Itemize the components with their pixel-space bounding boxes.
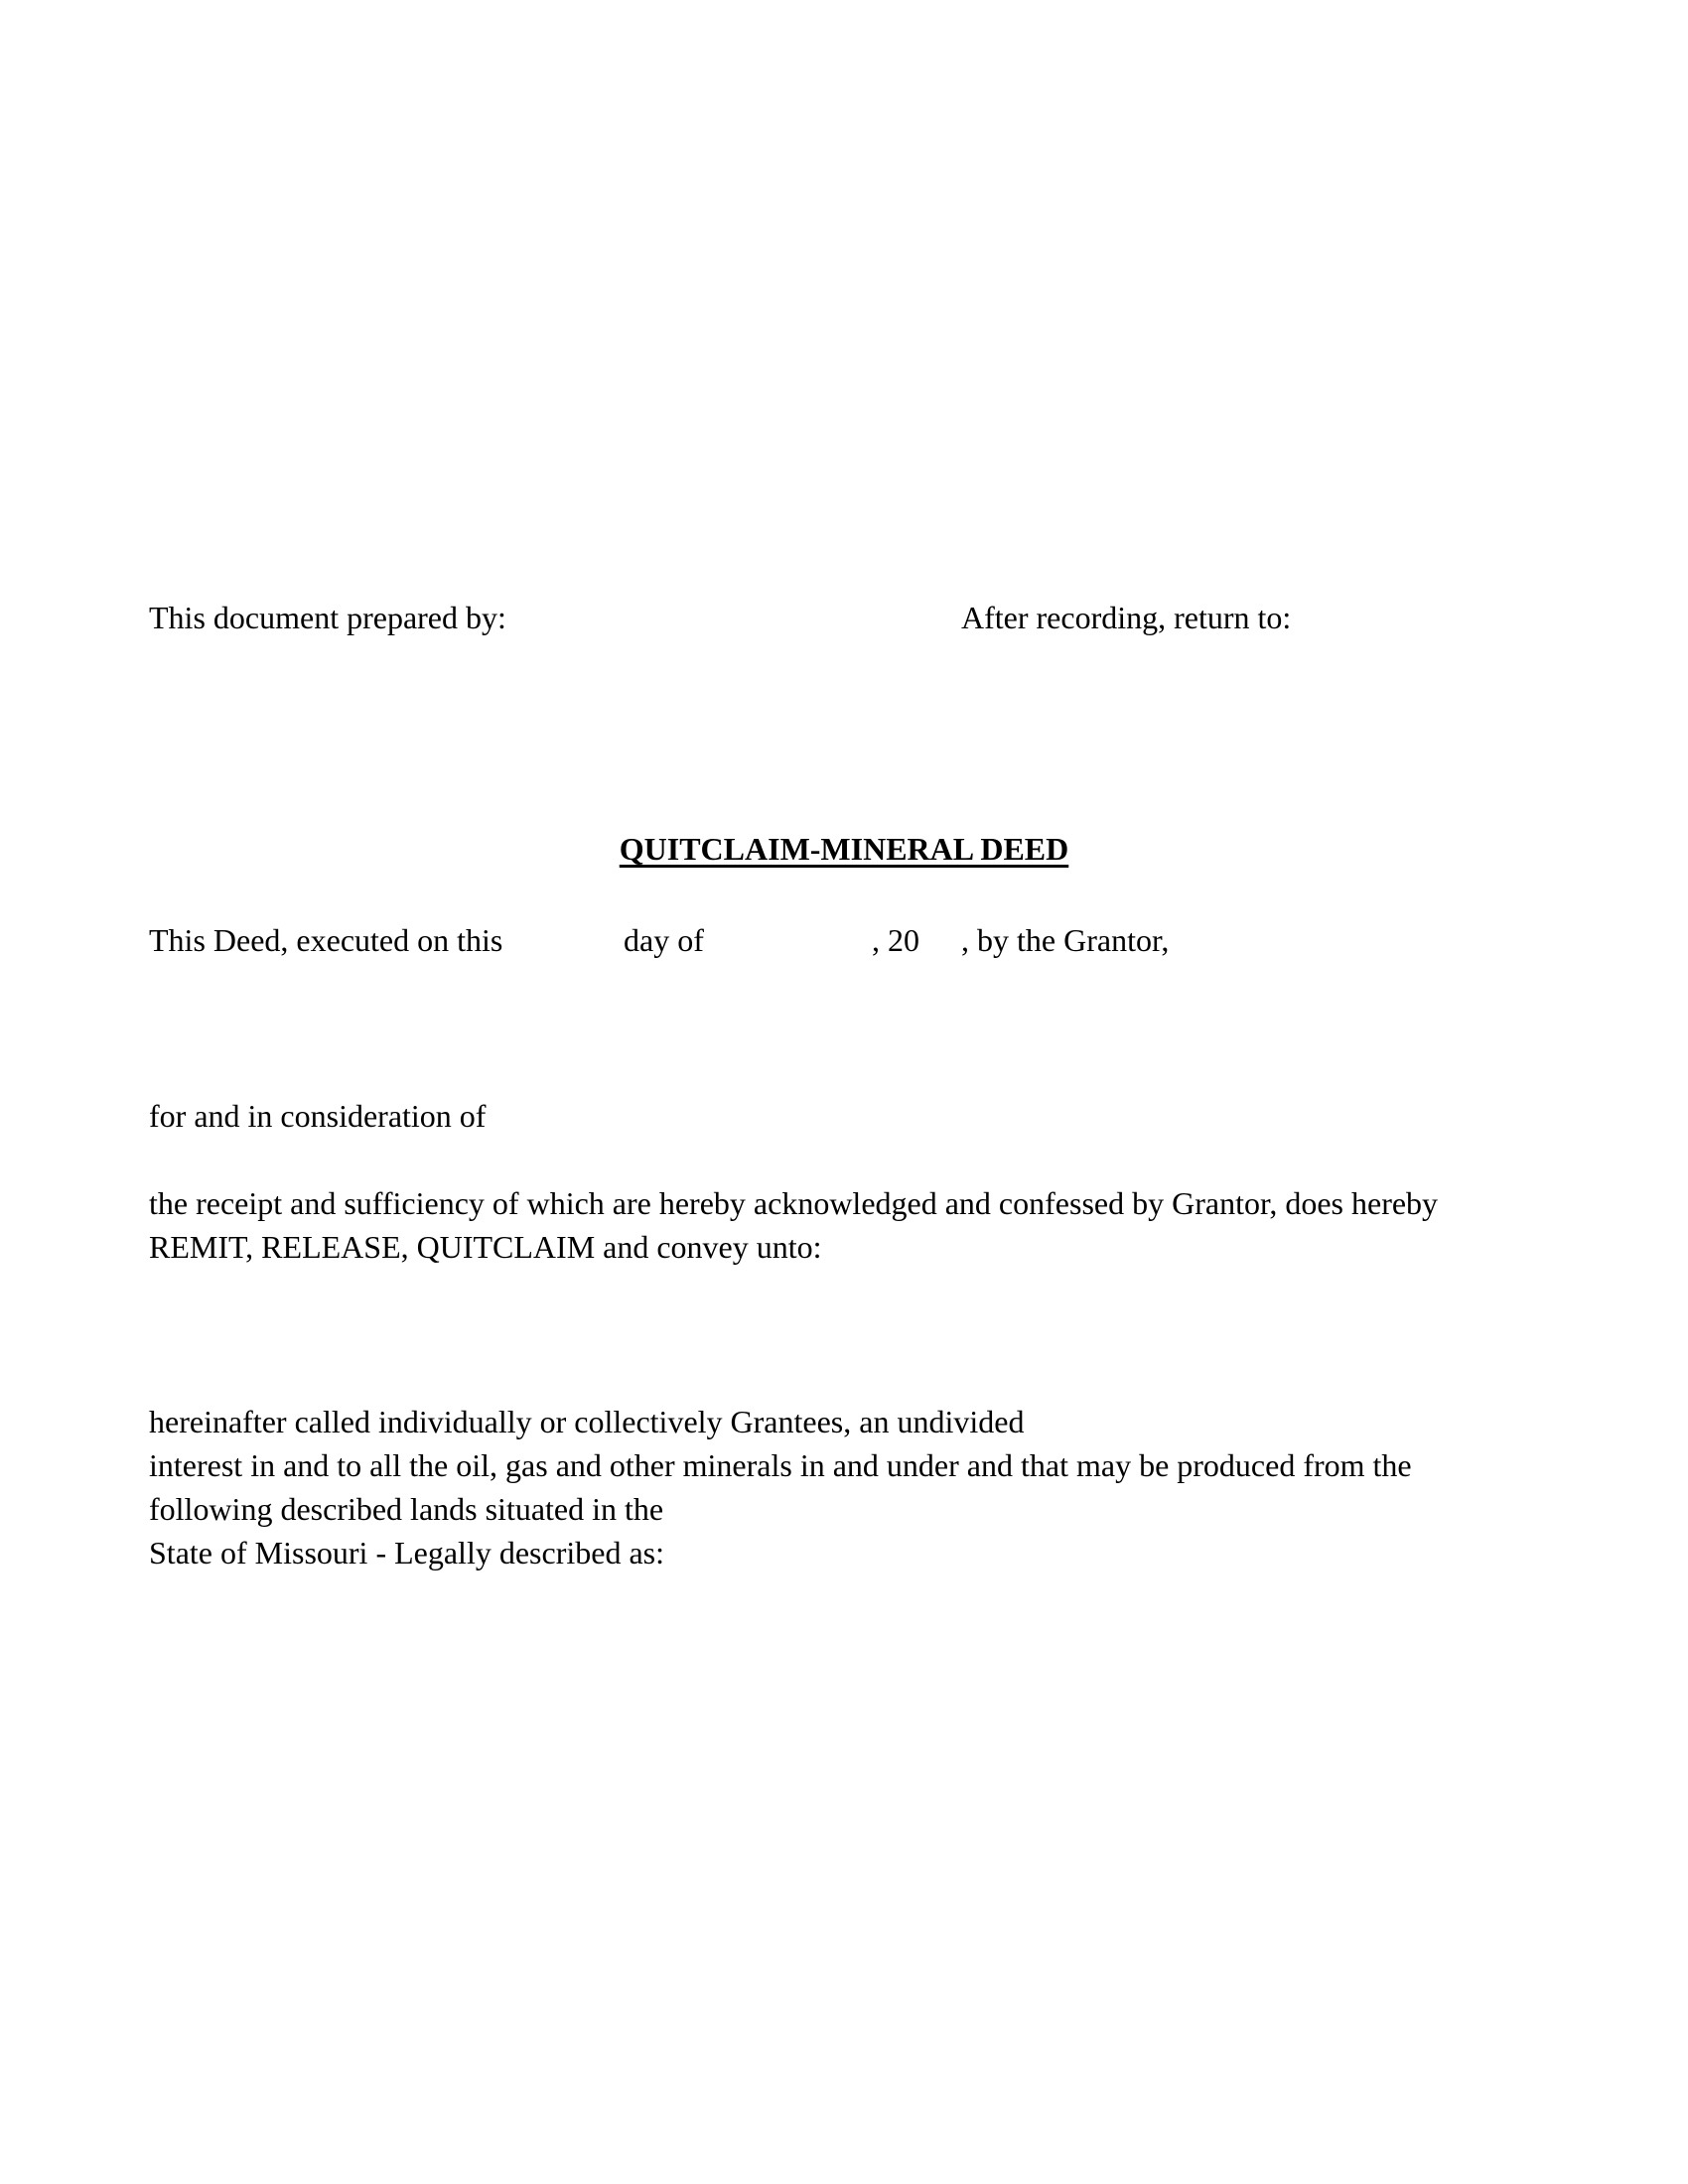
document-title: QUITCLAIM-MINERAL DEED: [619, 831, 1069, 867]
receipt-line-2: REMIT, RELEASE, QUITCLAIM and convey unto:: [149, 1229, 822, 1265]
execution-intro: This Deed, executed on this: [149, 922, 503, 958]
grantees-line-1: hereinafter called individually or collectively Grantees, an undivided: [149, 1404, 1025, 1439]
grantees-line-4: State of Missouri - Legally described as:: [149, 1535, 664, 1570]
receipt-line-1: the receipt and sufficiency of which are hereby acknowledged and confessed by Grantor, does hereby: [149, 1185, 1439, 1221]
execution-day-of: day of: [624, 922, 704, 958]
grantees-line-3: following described lands situated in the: [149, 1491, 664, 1527]
grantees-line-2: interest in and to all the oil, gas and other minerals in and under and that may be produced from the: [149, 1447, 1412, 1483]
return-to-label: After recording, return to:: [961, 600, 1292, 635]
consideration-text: for and in consideration of: [149, 1098, 487, 1134]
execution-by-grantor: , by the Grantor,: [961, 922, 1170, 958]
execution-year: , 20: [872, 922, 919, 958]
prepared-by-label: This document prepared by:: [149, 600, 506, 635]
